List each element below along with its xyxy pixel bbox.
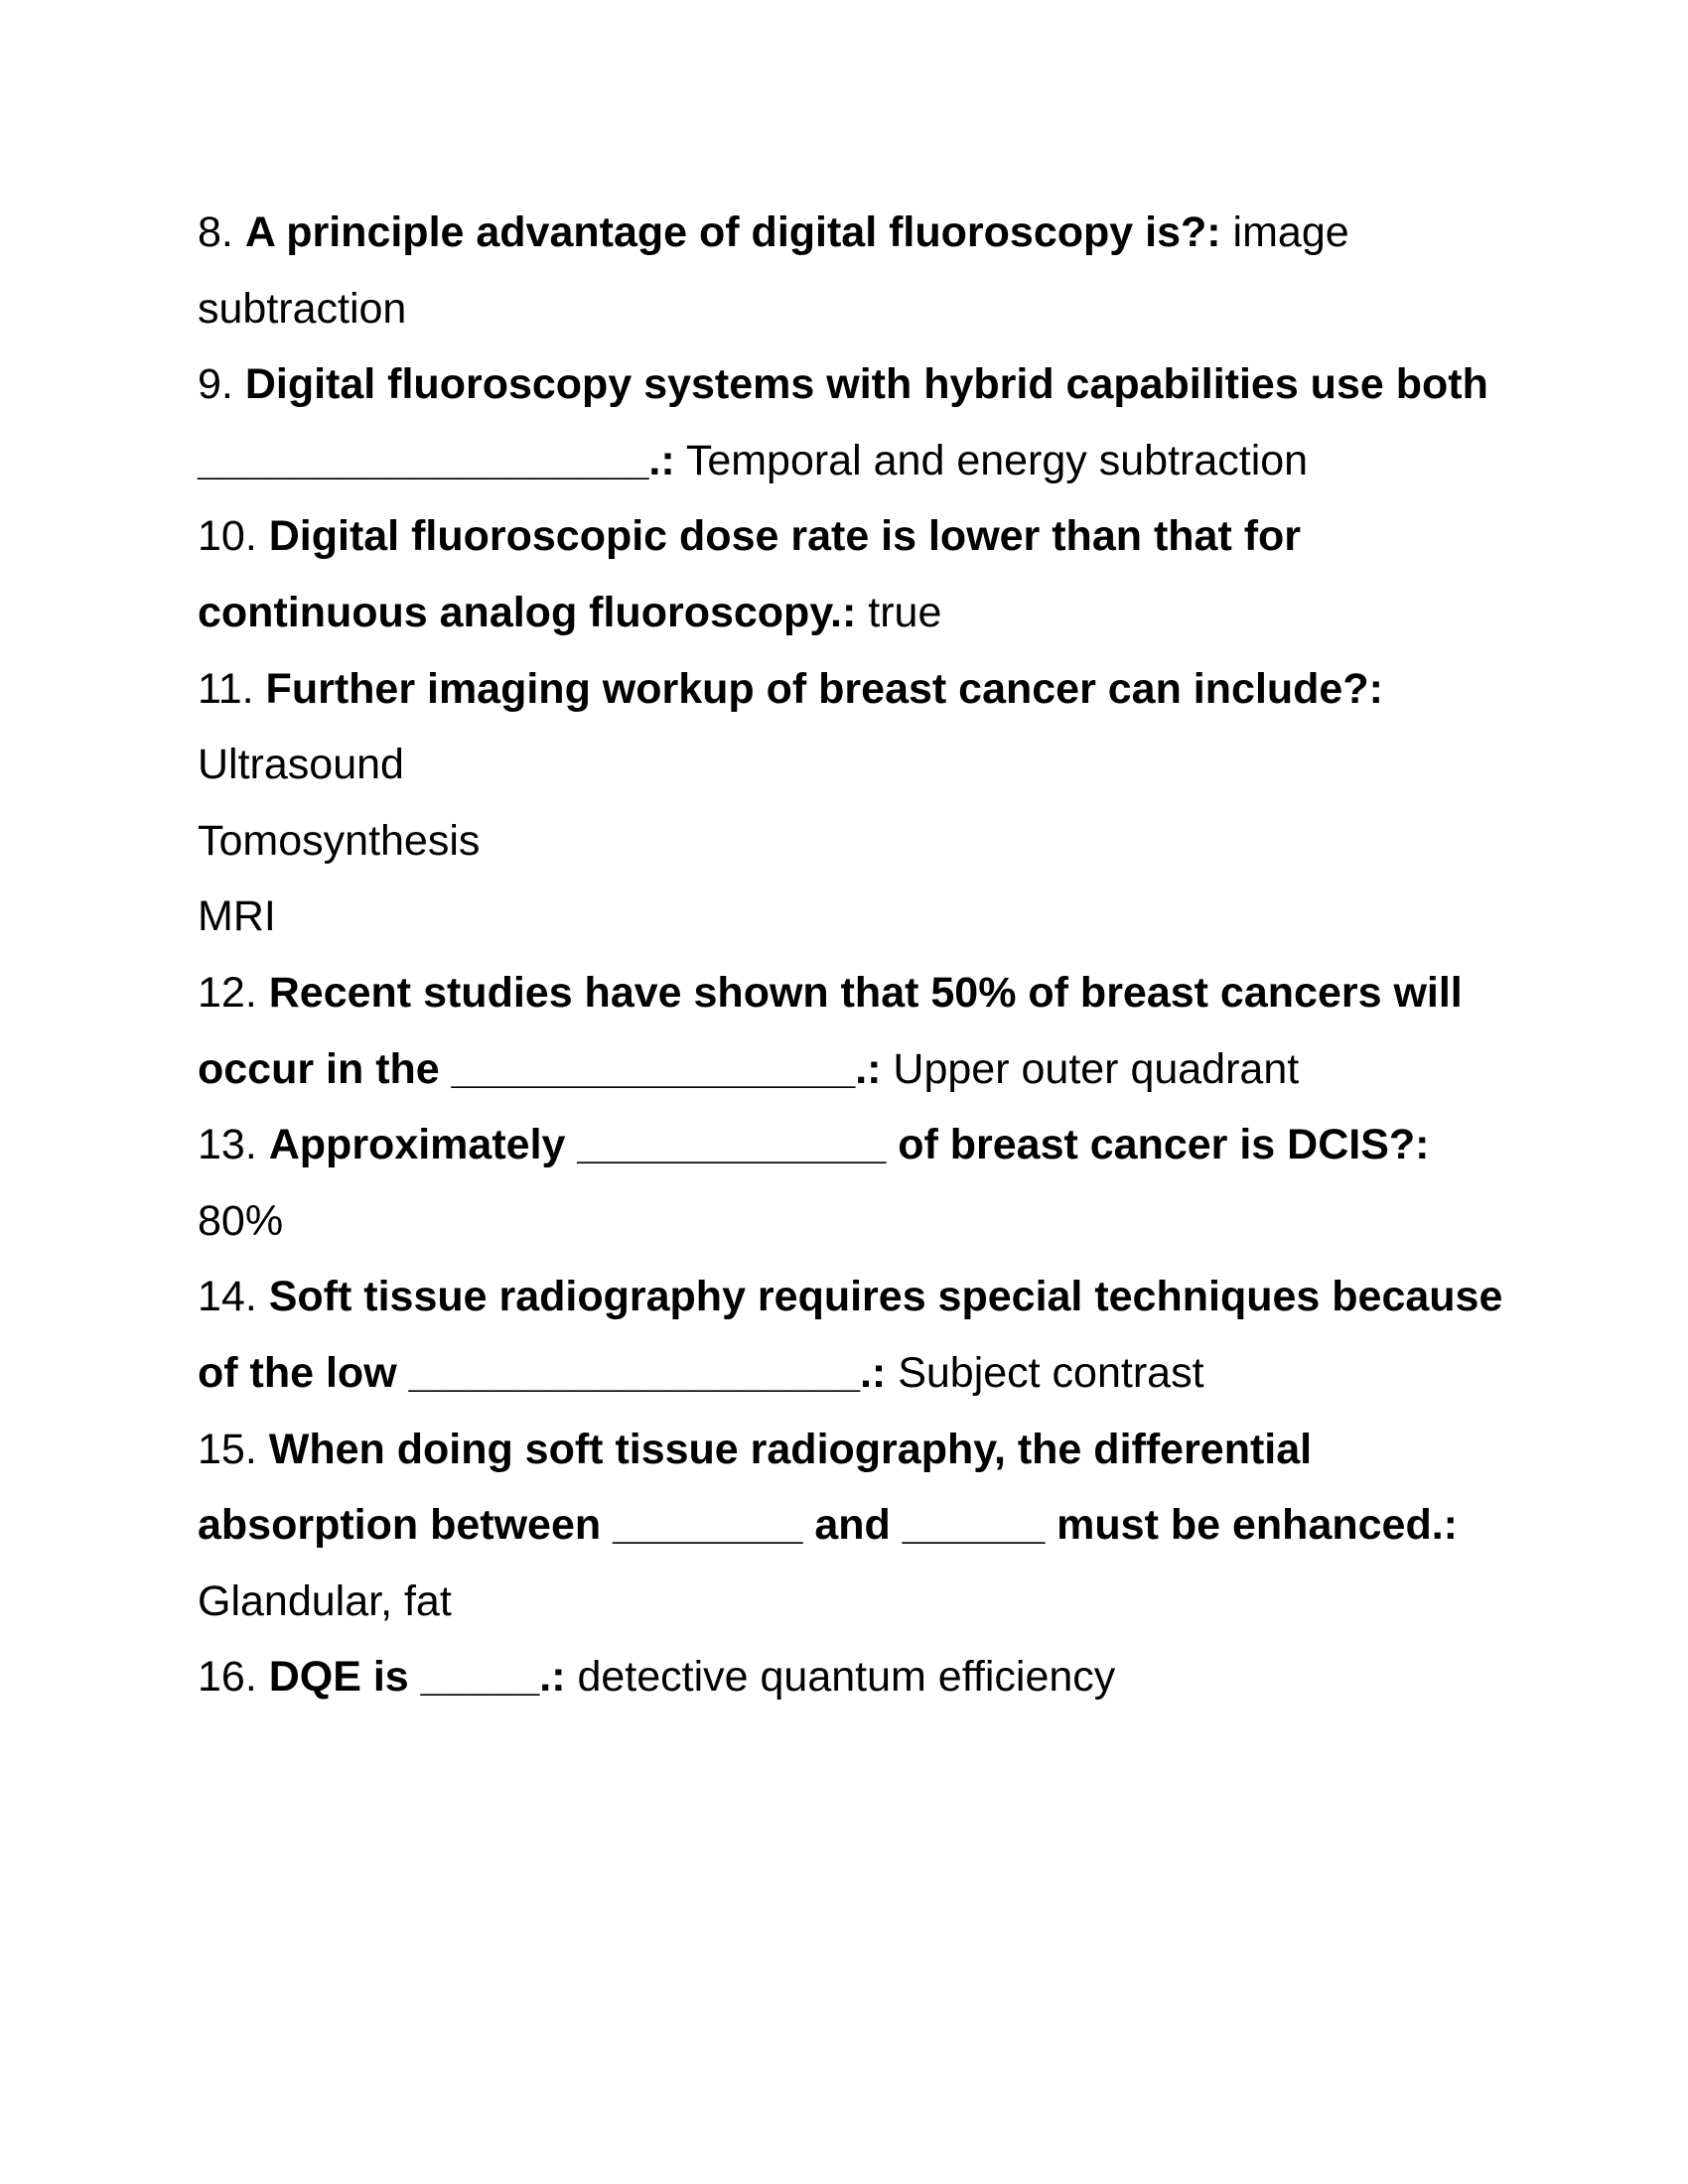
- question-number: 10.: [198, 512, 257, 561]
- question-number: 14.: [198, 1273, 257, 1321]
- answer-text: true: [868, 588, 942, 636]
- question-15: [198, 1412, 1508, 1640]
- answer-text: 80%: [198, 1196, 284, 1245]
- answer-text: Temporal and energy subtraction: [685, 436, 1309, 484]
- question-text: Further imaging workup of breast cancer can include?:: [265, 664, 1383, 713]
- answer-text: Glandular, fat: [198, 1576, 452, 1625]
- question-10: [198, 498, 1508, 650]
- question-13: [198, 1107, 1508, 1259]
- question-number: 9.: [198, 360, 233, 409]
- question-text: When doing soft tissue radiography, the differential absorption between ________ and ______ must be enhanced.:: [198, 1425, 1458, 1550]
- answer-text: detective quantum efficiency: [577, 1653, 1116, 1702]
- answer-text: Upper outer quadrant: [893, 1044, 1300, 1093]
- question-12: [198, 955, 1508, 1107]
- question-text: Recent studies have shown that 50% of breast cancers will occur in the _________________.:: [198, 968, 1463, 1093]
- question-9: [198, 346, 1508, 498]
- question-number: 8.: [198, 208, 233, 256]
- question-text: DQE is _____.:: [268, 1653, 566, 1702]
- question-text: Soft tissue radiography requires special techniques because of the low ___________________.:: [198, 1273, 1503, 1397]
- question-8: [198, 195, 1508, 346]
- answer-line-tomosynthesis: Tomosynthesis: [198, 816, 481, 865]
- document-page: [198, 195, 1508, 1715]
- question-number: 15.: [198, 1425, 257, 1473]
- question-number: 13.: [198, 1121, 257, 1169]
- question-16: [198, 1639, 1508, 1715]
- answer-text: Subject contrast: [898, 1348, 1204, 1397]
- question-14: [198, 1259, 1508, 1411]
- answer-text: image subtraction: [198, 208, 1349, 333]
- question-text: Digital fluoroscopy systems with hybrid capabilities use both ___________________.:: [198, 360, 1488, 484]
- question-number: 12.: [198, 968, 257, 1017]
- question-text: A principle advantage of digital fluoroscopy is?:: [244, 208, 1221, 256]
- question-text: Digital fluoroscopic dose rate is lower than that for continuous analog fluoroscopy.:: [198, 512, 1302, 636]
- question-11: [198, 651, 1508, 955]
- question-number: 16.: [198, 1653, 257, 1702]
- question-text: Approximately _____________ of breast cancer is DCIS?:: [268, 1121, 1430, 1169]
- answer-line-mri: MRI: [198, 892, 276, 941]
- question-number: 11.: [198, 664, 254, 713]
- answer-line-ultrasound: Ultrasound: [198, 741, 404, 789]
